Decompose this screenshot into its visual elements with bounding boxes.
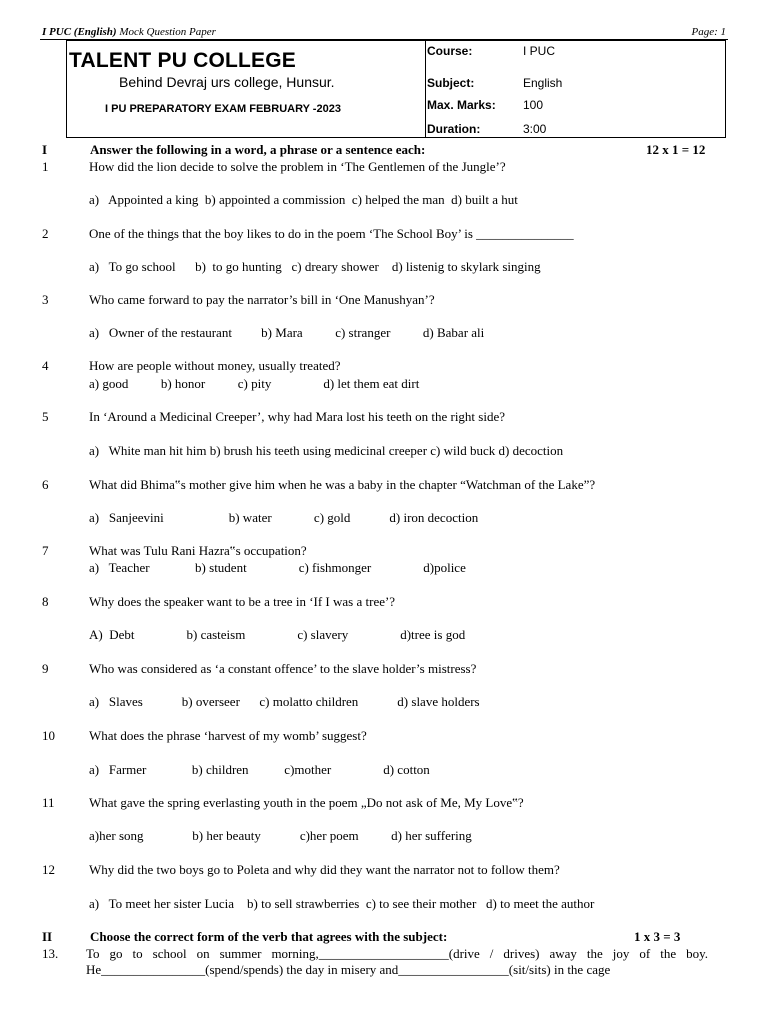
question-options: A) Debt b) casteism c) slavery d)tree is god bbox=[89, 627, 466, 642]
question-options: a) Appointed a king b) appointed a commission c) helped the man d) built a hut bbox=[89, 192, 518, 207]
question-number: 8 bbox=[42, 594, 49, 609]
question-number: 2 bbox=[42, 226, 49, 241]
question-options: a) Teacher b) student c) fishmonger d)police bbox=[89, 560, 466, 575]
question-number: 13. bbox=[42, 946, 59, 961]
question-number: 1 bbox=[42, 159, 49, 174]
course-value: I PUC bbox=[523, 44, 556, 58]
question-number: 10 bbox=[42, 728, 55, 743]
question-number: 12 bbox=[42, 862, 55, 877]
question-text: What gave the spring everlasting youth in the poem „Do not ask of Me, My Love‟? bbox=[89, 795, 524, 810]
question-number: 11 bbox=[42, 795, 55, 810]
page-number: Page: 1 bbox=[691, 26, 726, 38]
question-options: a) Slaves b) overseer c) molatto children d) slave holders bbox=[89, 694, 480, 709]
question-text: How are people without money, usually treated? bbox=[89, 358, 341, 373]
duration-value: 3:00 bbox=[523, 122, 547, 136]
subject-value: English bbox=[523, 76, 563, 90]
box-divider bbox=[425, 41, 426, 137]
section-1-title: Answer the following in a word, a phrase or a sentence each: bbox=[90, 142, 426, 157]
question-number: 4 bbox=[42, 358, 49, 373]
course-label: Course: bbox=[427, 44, 473, 58]
question-text: To go to school on summer morning,____________________(drive / drives) away the joy of the boy. He________________(spend/spends) the day in misery and_________________(sit/sits) in the cage bbox=[86, 946, 708, 977]
question-number: 5 bbox=[42, 409, 49, 424]
question-text: Who came forward to pay the narrator’s bill in ‘One Manushyan’? bbox=[89, 292, 435, 307]
max-marks-label: Max. Marks: bbox=[427, 98, 496, 112]
section-2-number: II bbox=[42, 929, 53, 944]
question-text: One of the things that the boy likes to do in the poem ‘The School Boy’ is _______________ bbox=[89, 226, 574, 241]
question-options: a) Sanjeevini b) water c) gold d) iron decoction bbox=[89, 510, 479, 525]
college-name: TALENT PU COLLEGE bbox=[69, 49, 297, 72]
question-text: Why does the speaker want to be a tree in ‘If I was a tree’? bbox=[89, 594, 396, 609]
question-number: 7 bbox=[42, 543, 49, 558]
section-1-number: I bbox=[42, 142, 48, 157]
question-options: a) Owner of the restaurant b) Mara c) stranger d) Babar ali bbox=[89, 325, 485, 340]
section-1-marks: 12 x 1 = 12 bbox=[646, 142, 706, 157]
question-number: 6 bbox=[42, 477, 49, 492]
college-info-box bbox=[66, 40, 726, 138]
question-text: How did the lion decide to solve the problem in ‘The Gentlemen of the Jungle’? bbox=[89, 159, 506, 174]
paper-subject: I PUC (English) bbox=[42, 26, 117, 38]
college-address: Behind Devraj urs college, Hunsur. bbox=[119, 74, 335, 90]
question-text: What was Tulu Rani Hazra‟s occupation? bbox=[89, 543, 307, 558]
section-2-marks: 1 x 3 = 3 bbox=[634, 929, 681, 944]
question-options: a) White man hit him b) brush his teeth using medicinal creeper c) wild buck d) decoction bbox=[89, 443, 564, 458]
paper-type: Mock Question Paper bbox=[116, 26, 216, 38]
paper-header bbox=[42, 26, 216, 38]
question-text: Why did the two boys go to Poleta and why did they want the narrator not to follow them? bbox=[89, 862, 560, 877]
duration-label: Duration: bbox=[427, 122, 481, 136]
section-2-title: Choose the correct form of the verb that agrees with the subject: bbox=[90, 929, 448, 944]
question-text: What did Bhima‟s mother give him when he was a baby in the chapter “Watchman of the Lake”? bbox=[89, 477, 596, 492]
max-marks-value: 100 bbox=[523, 98, 544, 112]
question-text: Who was considered as ‘a constant offence’ to the slave holder’s mistress? bbox=[89, 661, 477, 676]
exam-title: I PU PREPARATORY EXAM FEBRUARY -2023 bbox=[105, 103, 341, 115]
question-options: a) good b) honor c) pity d) let them eat dirt bbox=[89, 376, 420, 391]
question-text: What does the phrase ‘harvest of my womb’ suggest? bbox=[89, 728, 367, 743]
question-number: 9 bbox=[42, 661, 49, 676]
question-text: In ‘Around a Medicinal Creeper’, why had Mara lost his teeth on the right side? bbox=[89, 409, 505, 424]
question-options: a) To meet her sister Lucia b) to sell strawberries c) to see their mother d) to meet the author bbox=[89, 896, 595, 911]
question-options: a) Farmer b) children c)mother d) cotton bbox=[89, 762, 430, 777]
question-number: 3 bbox=[42, 292, 49, 307]
question-options: a)her song b) her beauty c)her poem d) her suffering bbox=[89, 828, 472, 843]
question-options: a) To go school b) to go hunting c) dreary shower d) listenig to skylark singing bbox=[89, 259, 541, 274]
subject-label: Subject: bbox=[427, 76, 475, 90]
